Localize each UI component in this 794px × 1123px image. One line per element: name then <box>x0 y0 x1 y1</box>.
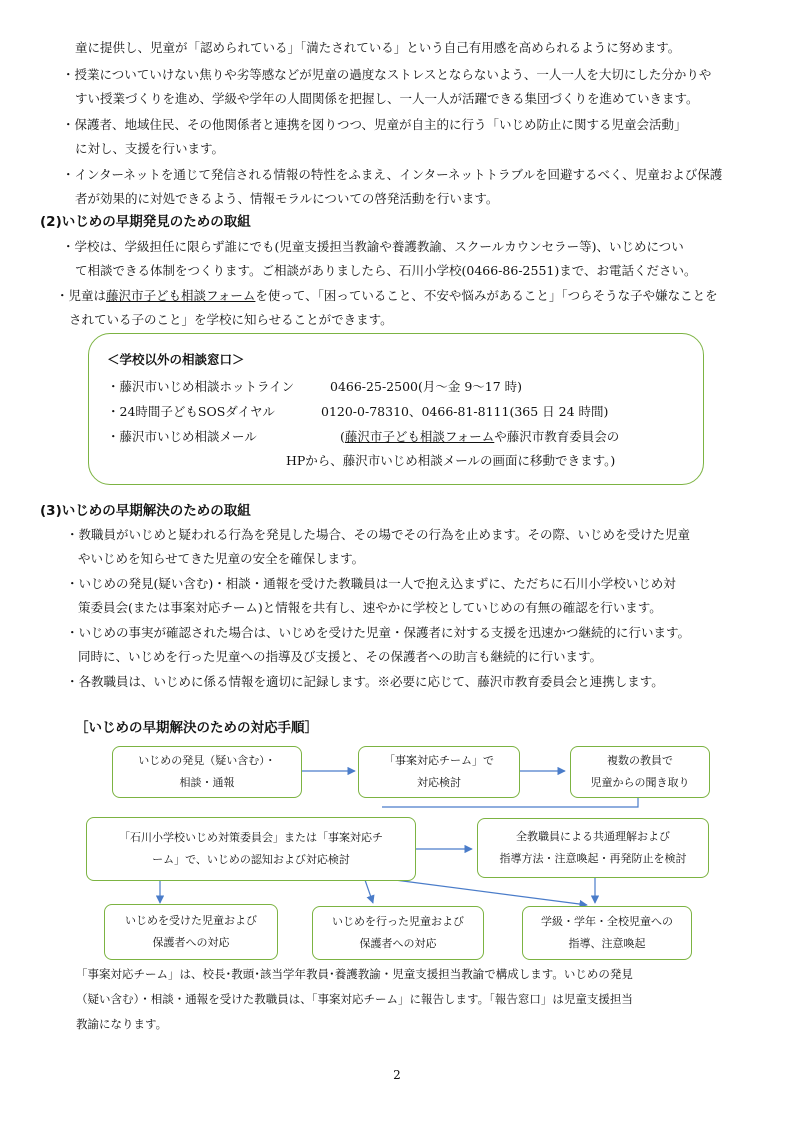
flow-box-offender-guidance <box>312 906 484 960</box>
flow-box-text: 指導、注意喚起 <box>568 937 646 950</box>
text-line: されている子のこと」を学校に知らせることができます。 <box>69 312 393 327</box>
text-fragment: を使って、「困っていること、不安や悩みがあること」「つらそうな子や嫌なことを <box>255 288 718 303</box>
text-fragment: や藤沢市教育委員会の <box>494 429 620 444</box>
flow-box-text: 全教職員による共通理解および <box>516 830 670 843</box>
flow-box-text: 学級・学年・全校児童への <box>541 915 673 928</box>
note-line: 「事案対応チーム」は、校長･教頭･該当学年教員･養護教諭・児童支援担当教諭で構成します。いじめの発見 <box>76 967 633 981</box>
text-line: やいじめを知らせてきた児童の安全を確保します。 <box>78 551 365 566</box>
flow-box-text: 児童からの聞き取り <box>590 776 690 789</box>
contact-label: ・藤沢市いじめ相談ホットライン <box>107 379 295 394</box>
flow-box-class-guidance <box>522 906 692 960</box>
text-line: 者が効果的に対処できるよう、情報モラルについての啓発活動を行います。 <box>75 191 499 206</box>
connector <box>382 797 638 807</box>
flow-box-text: 指導方法・注意喚起・再発防止を検討 <box>499 852 687 865</box>
bullet-line: ・各教職員は、いじめに係る情報を適切に記録します。※必要に応じて、藤沢市教育委員会と連携します。 <box>66 674 664 689</box>
text-fragment: ・児童は <box>56 288 107 303</box>
flow-box-text: いじめを行った児童および <box>332 915 464 928</box>
text-line: に対し、支援を行います。 <box>75 141 225 156</box>
flow-box-all-staff <box>477 818 709 878</box>
contact-value: HPから、藤沢市いじめ相談メールの画面に移動できます。) <box>286 453 616 468</box>
flow-box-discovery <box>112 746 302 798</box>
text-line: 同時に、いじめを行った児童への指導及び支援と、その保護者への助言も継続的に行います。 <box>78 649 603 664</box>
consultation-form-link[interactable]: 藤沢市子ども相談フォーム <box>344 429 495 444</box>
flow-box-team-review <box>358 746 520 798</box>
note-line: 教諭になります。 <box>76 1017 168 1031</box>
flow-box-text: いじめを受けた児童および <box>125 914 257 927</box>
contact-value: 0120-0-78310、0466-81-8111(365 日 24 時間) <box>321 404 609 419</box>
note-line: （疑い含む）・相談・通報を受けた教職員は、「事案対応チーム」に報告します。「報告窓口」は児童支援担当 <box>76 992 633 1006</box>
flow-box-text: 「事案対応チーム」で <box>384 754 494 767</box>
text-line: て相談できる体制をつくります。ご相談がありましたら、石川小学校(0466-86-2551)まで、お電話ください。 <box>75 263 697 278</box>
flow-box-text: 対応検討 <box>417 776 461 789</box>
arrow <box>365 880 373 903</box>
bullet-line: ・インターネットを通じて発信される情報の特性をふまえ、インターネットトラブルを回避するべく、児童および保護 <box>62 167 723 182</box>
flow-box-text: 「石川小学校いじめ対策委員会」または「事案対応チ <box>119 831 383 844</box>
flow-box-text: 保護者への対応 <box>359 937 437 950</box>
bullet-line: ・授業についていけない焦りや劣等感などが児童の過度なストレスとならないよう、一人一人を大切にした分かりや <box>62 67 712 82</box>
bullet-line: ・いじめの事実が確認された場合は、いじめを受けた児童・保護者に対する支援を迅速かつ継続的に行います。 <box>66 625 691 640</box>
text-line: 策委員会(または事案対応チーム)と情報を共有し、速やかに学校としていじめの有無の確認を行います。 <box>78 600 662 615</box>
flow-box-text: 複数の教員で <box>607 754 673 767</box>
section-heading-early-resolution: (3)いじめの早期解決のための取組 <box>40 503 251 519</box>
flow-box-committee <box>86 817 416 881</box>
bullet-line: ・学校は、学級担任に限らず誰にでも(児童支援担当教諭や養護教諭、スクールカウンセラー等)、いじめについ <box>62 239 684 254</box>
bullet-line: ・いじめの発見(疑い含む)・相談・通報を受けた教職員は一人で抱え込まずに、ただちに石川小学校いじめ対 <box>66 576 676 591</box>
contact-value: 0466-25-2500(月～金 9～17 時) <box>330 379 523 394</box>
flow-box-text: 保護者への対応 <box>152 936 230 949</box>
text-line: すい授業づくりを進め、学級や学年の人間関係を把握し、一人一人が活躍できる集団づくりを進めていきます。 <box>75 91 699 106</box>
flow-box-text: 相談・通報 <box>179 776 235 789</box>
arrow <box>395 880 587 905</box>
text-line: 童に提供し、児童が「認められている」「満たされている」という自己有用感を高められるように努めます。 <box>75 40 681 55</box>
bullet-line: ・保護者、地域住民、その他関係者と連携を図りつつ、児童が自主的に行う「いじめ防止に関する児童会活動」 <box>62 117 687 132</box>
section-heading-early-detection: (2)いじめの早期発見のための取組 <box>40 214 251 230</box>
consultation-form-link[interactable]: 藤沢市子ども相談フォーム <box>106 288 256 303</box>
text-fragment: ( <box>340 429 345 444</box>
bullet-line: ・教職員がいじめと疑われる行為を発見した場合、その場でその行為を止めます。その際、いじめを受けた児童 <box>66 527 691 542</box>
contact-title: ＜学校以外の相談窓口＞ <box>107 352 245 367</box>
contact-label: ・24時間子どもSOSダイヤル <box>107 404 275 419</box>
flow-box-text: いじめの発見（疑い含む）・ <box>138 754 276 767</box>
contact-label: ・藤沢市いじめ相談メール <box>107 429 257 444</box>
flow-title: ［いじめの早期解決のための対応手順］ <box>75 720 318 736</box>
flow-box-text: ーム」で、いじめの認知および対応検討 <box>152 853 350 866</box>
flow-box-interview <box>570 746 710 798</box>
page-number: 2 <box>393 1068 401 1082</box>
flow-box-victim-support <box>104 904 278 960</box>
